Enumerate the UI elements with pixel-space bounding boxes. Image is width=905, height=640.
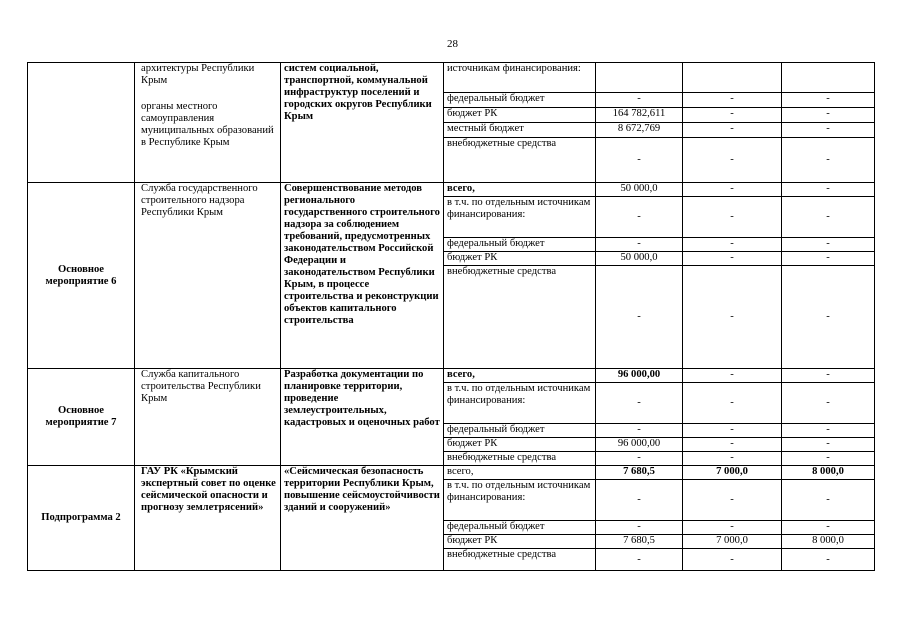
table-row: [28, 183, 875, 197]
task-cell: Совершенствование методов регионального государственного строительного надзора за соблюдением требований, предусмотренных законодательством Российской Федерации и законодательством Республики Крым, в процессе строительства и реконструкции объектов капитального строительства: [281, 183, 444, 369]
value-cell: -: [596, 138, 683, 183]
page-number: 28: [447, 38, 458, 50]
source-cell: бюджет РК: [444, 438, 596, 452]
source-cell: внебюджетные средства: [444, 138, 596, 183]
value-cell: -: [596, 549, 683, 571]
value-cell: -: [782, 238, 875, 252]
source-cell: в т.ч. по отдельным источникам финансирования:: [444, 197, 596, 238]
program-table: [27, 62, 875, 571]
value-cell: -: [683, 369, 782, 383]
executor-text: архитектуры Республики Крым: [141, 63, 255, 86]
value-cell: -: [782, 252, 875, 266]
task-cell: Разработка документации по планировке территории, проведение землеустроительных, кадастровых и оценочных работ: [281, 369, 444, 466]
value-cell: -: [782, 480, 875, 521]
value-cell: -: [782, 521, 875, 535]
subprogram-name: Подпрограмма 2: [28, 466, 135, 571]
value-cell: -: [782, 424, 875, 438]
value-cell: -: [683, 183, 782, 197]
value-cell: -: [596, 521, 683, 535]
executor-cell: Служба капитального строительства Республики Крым: [135, 369, 281, 466]
value-cell: -: [782, 369, 875, 383]
source-cell: бюджет РК: [444, 252, 596, 266]
value-cell: -: [782, 123, 875, 138]
value-cell: -: [596, 197, 683, 238]
value-cell: -: [782, 183, 875, 197]
source-cell: всего,: [444, 369, 596, 383]
source-cell: внебюджетные средства: [444, 549, 596, 571]
task-cell: систем социальной, транспортной, коммунальной инфраструктур поселений и городских округов Республики Крым: [281, 63, 444, 183]
source-cell: федеральный бюджет: [444, 238, 596, 252]
value-cell: -: [782, 438, 875, 452]
value-cell: -: [683, 197, 782, 238]
task-cell: «Сейсмическая безопасность территории Республики Крым, повышение сейсмоустойчивости зданий и сооружений»: [281, 466, 444, 571]
value-cell: -: [683, 480, 782, 521]
source-cell: всего,: [444, 183, 596, 197]
value-cell: -: [782, 266, 875, 369]
value-cell: -: [683, 266, 782, 369]
value-cell: -: [683, 123, 782, 138]
value-cell: -: [782, 197, 875, 238]
value-cell: 164 782,611: [596, 108, 683, 123]
source-cell: федеральный бюджет: [444, 424, 596, 438]
source-cell: внебюджетные средства: [444, 266, 596, 369]
activity-name: Основное мероприятие 6: [28, 183, 135, 369]
value-cell: -: [782, 549, 875, 571]
value-cell: -: [596, 238, 683, 252]
value-cell: -: [782, 383, 875, 424]
value-cell: -: [596, 452, 683, 466]
empty-name-cell: [28, 63, 135, 183]
executor-cell: Служба государственного строительного надзора Республики Крым: [135, 183, 281, 369]
value-cell: -: [782, 108, 875, 123]
value-cell: -: [683, 108, 782, 123]
value-cell: 7 000,0: [683, 535, 782, 549]
value-cell: -: [596, 93, 683, 108]
source-cell: федеральный бюджет: [444, 521, 596, 535]
value-cell: 7 680,5: [596, 466, 683, 480]
value-cell: -: [596, 266, 683, 369]
source-cell: внебюджетные средства: [444, 452, 596, 466]
value-cell: 7 680,5: [596, 535, 683, 549]
value-cell: 8 672,769: [596, 123, 683, 138]
source-cell: местный бюджет: [444, 123, 596, 138]
value-cell: -: [782, 93, 875, 108]
value-cell: -: [683, 438, 782, 452]
value-cell: 8 000,0: [782, 535, 875, 549]
value-cell: -: [683, 549, 782, 571]
value-cell: 96 000,00: [596, 438, 683, 452]
source-cell: в т.ч. по отдельным источникам финансирования:: [444, 383, 596, 424]
source-cell: в т.ч. по отдельным источникам финансирования:: [444, 480, 596, 521]
value-cell: -: [683, 238, 782, 252]
value-cell: -: [683, 252, 782, 266]
executor-text: органы местного самоуправления муниципальных образований в Республике Крым: [141, 101, 274, 148]
value-cell: -: [683, 93, 782, 108]
value-cell: -: [683, 383, 782, 424]
source-cell: федеральный бюджет: [444, 93, 596, 108]
table-row: [28, 369, 875, 383]
value-cell: 7 000,0: [683, 466, 782, 480]
activity-name: Основное мероприятие 7: [28, 369, 135, 466]
value-cell: 50 000,0: [596, 183, 683, 197]
value-cell: -: [683, 452, 782, 466]
value-cell: [683, 63, 782, 93]
source-cell: всего,: [444, 466, 596, 480]
value-cell: -: [782, 138, 875, 183]
executor-cell: [135, 63, 281, 183]
value-cell: -: [782, 452, 875, 466]
value-cell: 96 000,00: [596, 369, 683, 383]
table-row: [28, 63, 875, 93]
value-cell: [596, 63, 683, 93]
value-cell: [782, 63, 875, 93]
value-cell: -: [683, 424, 782, 438]
value-cell: -: [683, 521, 782, 535]
value-cell: -: [596, 480, 683, 521]
source-cell: бюджет РК: [444, 108, 596, 123]
source-cell: источникам финансирования:: [444, 63, 596, 93]
source-cell: бюджет РК: [444, 535, 596, 549]
value-cell: 50 000,0: [596, 252, 683, 266]
value-cell: -: [683, 138, 782, 183]
value-cell: 8 000,0: [782, 466, 875, 480]
value-cell: -: [596, 424, 683, 438]
executor-cell: ГАУ РК «Крымский экспертный совет по оценке сейсмической опасности и прогнозу землетрясений»: [135, 466, 281, 571]
value-cell: -: [596, 383, 683, 424]
table-row: [28, 466, 875, 480]
